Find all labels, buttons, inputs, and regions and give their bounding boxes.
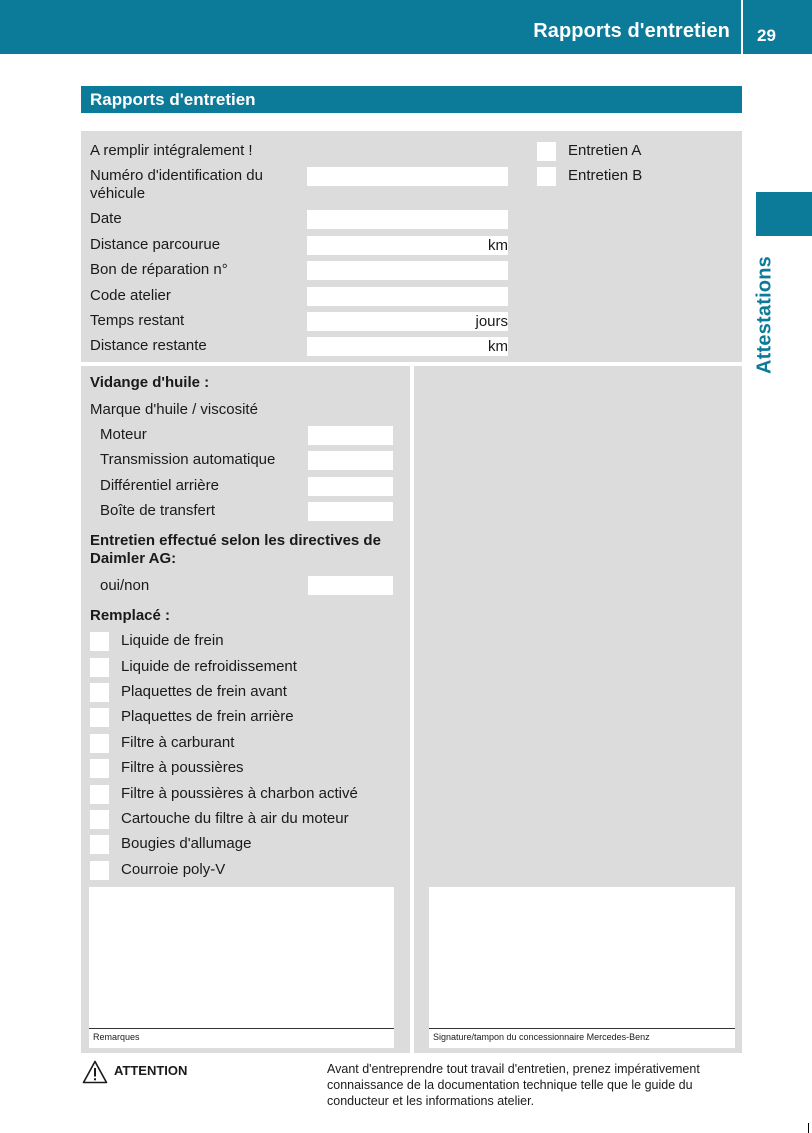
time-remaining-unit: jours bbox=[475, 313, 508, 330]
replaced-item-label: Bougies d'allumage bbox=[121, 835, 252, 852]
distance-remaining-label: Distance restante bbox=[90, 337, 207, 354]
replaced-checkbox[interactable] bbox=[90, 810, 109, 829]
daimler-title: Entretien effectué selon les directives de Daimler AG: bbox=[90, 532, 381, 567]
oil-item-label: Moteur bbox=[100, 426, 147, 443]
distance-label: Distance parcourue bbox=[90, 236, 221, 253]
replaced-checkbox[interactable] bbox=[90, 759, 109, 778]
workshop-code-label: Code atelier bbox=[90, 287, 171, 304]
repair-order-label: Bon de réparation n° bbox=[90, 261, 228, 278]
oil-item-label: Différentiel arrière bbox=[100, 477, 219, 494]
section-title: Rapports d'entretien bbox=[90, 90, 256, 109]
replaced-item-label: Plaquettes de frein arrière bbox=[121, 708, 294, 725]
page-number: 29 bbox=[757, 26, 776, 45]
service-a-checkbox[interactable] bbox=[537, 142, 556, 161]
replaced-item-label: Filtre à poussières bbox=[121, 759, 244, 776]
replaced-item-label: Filtre à carburant bbox=[121, 734, 235, 751]
replaced-item-label: Liquide de frein bbox=[121, 632, 224, 649]
vin-label: Numéro d'identification du véhicule bbox=[90, 167, 263, 202]
replaced-title: Remplacé : bbox=[90, 607, 171, 624]
date-field[interactable] bbox=[307, 210, 508, 229]
header-divider bbox=[741, 0, 743, 54]
replaced-checkbox[interactable] bbox=[90, 658, 109, 677]
vin-field[interactable] bbox=[307, 167, 508, 186]
oil-change-title: Vidange d'huile : bbox=[90, 374, 210, 391]
oil-brand-label: Marque d'huile / viscosité bbox=[90, 401, 258, 418]
remarks-caption: Remarques bbox=[93, 1032, 140, 1042]
intro-text: A remplir intégralement ! bbox=[90, 142, 253, 159]
yes-no-label: oui/non bbox=[100, 577, 150, 594]
distance-field[interactable] bbox=[307, 236, 508, 255]
oil-transfer-case-field[interactable] bbox=[308, 502, 393, 521]
signature-field[interactable] bbox=[429, 887, 735, 1048]
replaced-item-label: Plaquettes de frein avant bbox=[121, 683, 287, 700]
distance-remaining-field[interactable] bbox=[307, 337, 508, 356]
remarks-rule bbox=[89, 1028, 394, 1029]
replaced-checkbox[interactable] bbox=[90, 861, 109, 880]
signature-caption: Signature/tampon du concessionnaire Mercedes-Benz bbox=[433, 1032, 650, 1042]
oil-engine-field[interactable] bbox=[308, 426, 393, 445]
replaced-checkbox[interactable] bbox=[90, 835, 109, 854]
replaced-item-label: Courroie poly-V bbox=[121, 861, 226, 878]
date-label: Date bbox=[90, 210, 122, 227]
signature-rule bbox=[429, 1028, 735, 1029]
service-a-label: Entretien A bbox=[568, 142, 642, 159]
side-tab-marker bbox=[756, 192, 812, 236]
side-tab bbox=[740, 250, 790, 380]
repair-order-field[interactable] bbox=[307, 261, 508, 280]
oil-transmission-field[interactable] bbox=[308, 451, 393, 470]
side-tab-label: Attestations bbox=[753, 256, 776, 374]
time-remaining-field[interactable] bbox=[307, 312, 508, 331]
oil-item-label: Boîte de transfert bbox=[100, 502, 216, 519]
crop-mark bbox=[808, 1123, 809, 1133]
oil-differential-field[interactable] bbox=[308, 477, 393, 496]
distance-remaining-unit: km bbox=[488, 338, 508, 355]
workshop-code-field[interactable] bbox=[307, 287, 508, 306]
distance-unit: km bbox=[488, 237, 508, 254]
yes-no-field[interactable] bbox=[308, 576, 393, 595]
replaced-checkbox[interactable] bbox=[90, 683, 109, 702]
replaced-checkbox[interactable] bbox=[90, 708, 109, 727]
service-b-label: Entretien B bbox=[568, 167, 643, 184]
service-b-checkbox[interactable] bbox=[537, 167, 556, 186]
warning-text: Avant d'entreprendre tout travail d'entretien, prenez impérativement connaissance de la documentation technique telle que le guide du conducteur et les informations atelier. bbox=[327, 1062, 700, 1108]
replaced-item-label: Filtre à poussières à charbon activé bbox=[121, 785, 358, 802]
time-remaining-label: Temps restant bbox=[90, 312, 185, 329]
page-header-title: Rapports d'entretien bbox=[533, 20, 730, 42]
replaced-checkbox[interactable] bbox=[90, 734, 109, 753]
oil-item-label: Transmission automatique bbox=[100, 451, 276, 468]
warning-icon bbox=[82, 1060, 108, 1084]
replaced-item-label: Liquide de refroidissement bbox=[121, 658, 297, 675]
replaced-item-label: Cartouche du filtre à air du moteur bbox=[121, 810, 349, 827]
warning-label: ATTENTION bbox=[114, 1063, 188, 1078]
remarks-field[interactable] bbox=[89, 887, 394, 1048]
replaced-checkbox[interactable] bbox=[90, 785, 109, 804]
replaced-checkbox[interactable] bbox=[90, 632, 109, 651]
